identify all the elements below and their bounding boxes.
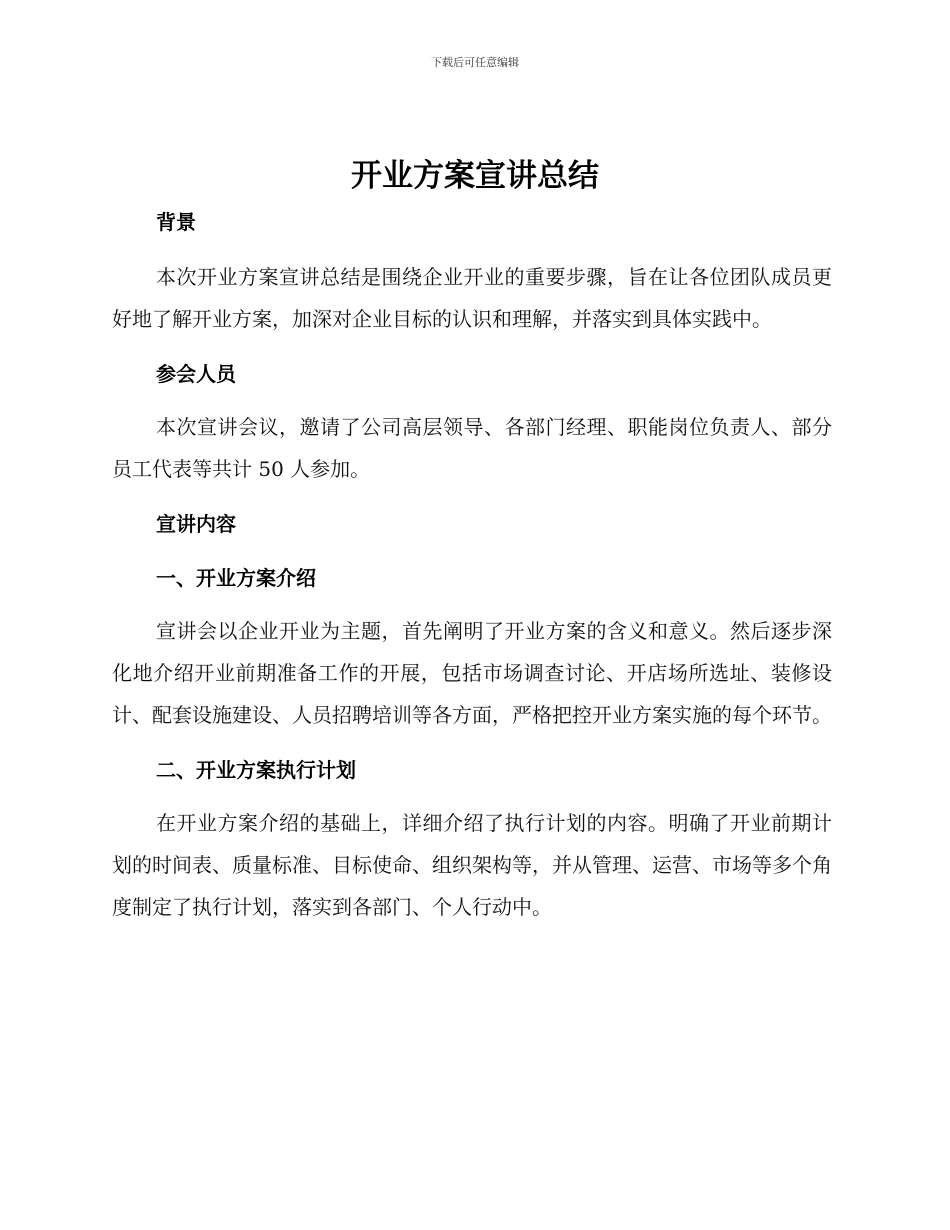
section-text-participants: 本次宣讲会议，邀请了公司高层领导、各部门经理、职能岗位负责人、部分员工代表等共计 50 人参加。 [112, 415, 832, 481]
section-heading-background: 背景 [156, 210, 196, 234]
document-title: 开业方案宣讲总结 [351, 158, 599, 194]
section-text-background: 本次开业方案宣讲总结是围绕企业开业的重要步骤，旨在让各位团队成员更好地了解开业方案，加深对企业目标的认识和理解，并落实到具体实践中。 [112, 265, 832, 331]
header-note: 下载后可任意编辑 [431, 56, 519, 69]
subsection-text-part-one: 宣讲会以企业开业为主题，首先阐明了开业方案的含义和意义。然后逐步深化地介绍开业前期准备工作的开展，包括市场调查讨论、开店场所选址、装修设计、配套设施建设、人员招聘培训等各方面，严格把控开业方案实施的每个环节。 [112, 619, 832, 727]
subsection-heading-part-one: 一、开业方案介绍 [156, 566, 316, 590]
section-heading-content: 宣讲内容 [156, 512, 236, 536]
subsection-text-part-two: 在开业方案介绍的基础上，详细介绍了执行计划的内容。明确了开业前期计划的时间表、质量标准、目标使命、组织架构等，并从管理、运营、市场等多个角度制定了执行计划，落实到各部门、个人行动中。 [112, 811, 832, 919]
document-body [112, 202, 832, 928]
subsection-heading-part-two: 二、开业方案执行计划 [156, 758, 356, 782]
section-heading-participants: 参会人员 [156, 362, 236, 386]
